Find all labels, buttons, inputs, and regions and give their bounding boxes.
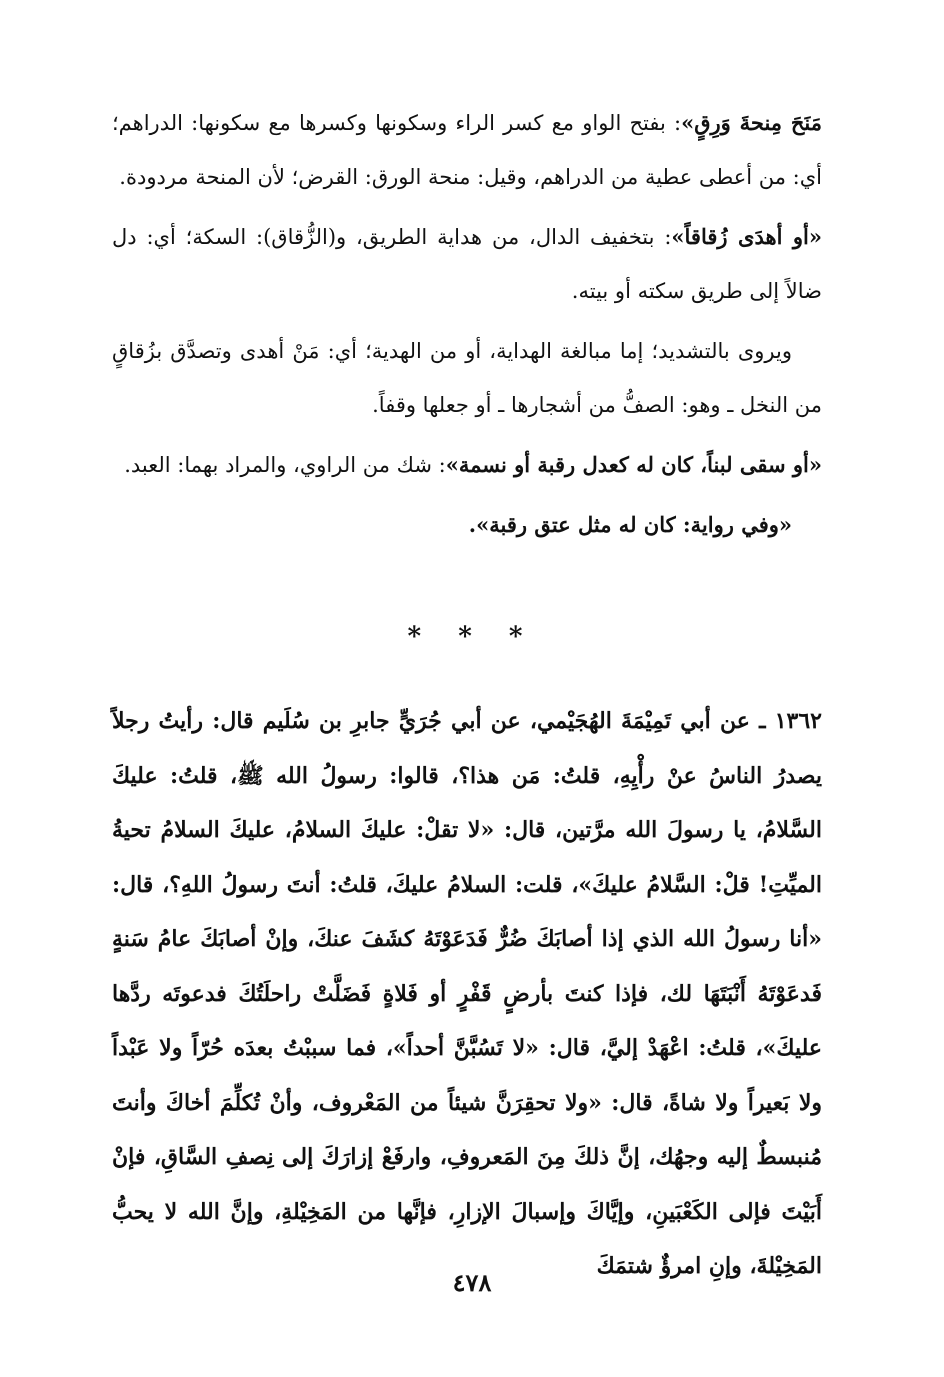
note-lead: «أو سقى لبناً، كان له كعدل رقبة أو نسمة» (445, 452, 822, 477)
note-text: : شك من الراوي، والمراد بهما: العبد. (124, 453, 446, 477)
note-lead: «وفي رواية: كان له مثل عتق رقبة». (468, 512, 792, 537)
note-paragraph (112, 438, 822, 492)
note-paragraph (112, 210, 822, 318)
hadith-paragraph: ١٣٦٢ ـ عن أبي تَمِيْمَةَ الهُجَيْمي، عن أبي جُرَيٍّ جابرِ بن سُلَيم قال: رأيتُ رجلاً يصدرُ الناسُ عنْ رأْيِهِ، قلتُ: مَن هذا؟، قالوا: رسولُ الله ﷺ، قلتُ: عليكَ السَّلامُ، يا رسولَ الله مرَّتين، قال: «لا تقلْ: عليكَ السلامُ، عليكَ السلامُ تحيةُ الميِّتِ! قلْ: السَّلامُ عليكَ»، قلت: السلامُ عليكَ، قلتُ: أنتَ رسولُ اللهِ؟، قال: «أنا رسولُ الله الذي إذا أصابَكَ ضُرٌّ فَدَعَوْتَهُ كشَفَ عنكَ، وإنْ أصابَكَ عامُ سَنةٍ فَدعَوْتَهُ أَنْبَتَهَا لك، فإذا كنتَ بأرضٍ قَفْرٍ أو فَلاةٍ فَضَلَّتْ راحلَتُكَ فدعوتَه ردَّها عليكَ»، قلتُ: اعْهَدْ إليَّ، قال: «لا تَسُبَّنَّ أحداً»، فما سببْتُ بعدَه حُرّاً ولا عَبْداً ولا بَعيراً ولا شاةً، قال: «ولا تحقِرَنَّ شيئاً من المَعْروف، وأنْ تُكلِّمَ أخاكَ وأنتَ مُنبسطٌ إليه وجهُك، إنَّ ذلكَ مِنَ المَعروفِ، وارفَعْ إزارَكَ إلى نِصفِ السَّاقِ، فإنْ أَبَيْتَ فإلى الكَعْبَينِ، وإيَّاكَ وإسبالَ الإزارِ، فإنَّها من المَخِيْلةِ، وإنَّ الله لا يحبُّ المَخِيْلةَ، وإنِ امرؤٌ شتمَكَ (112, 708, 822, 1279)
note-lead: «أو أهدَى زُقاقاً» (671, 224, 822, 249)
note-text: : بتخفيف الدال، من هداية الطريق، و(الزُّقاق): السكة؛ أي: دل ضالاً إلى طريق سكته أو بيته. (112, 225, 822, 303)
note-paragraph (112, 96, 822, 204)
section-separator: * * * (407, 622, 537, 652)
note-text: ويروى بالتشديد؛ إما مبالغة الهداية، أو من الهدية؛ أي: مَنْ أهدى وتصدَّق بزُقاقٍ من النخل ـ وهو: الصفُّ من أشجارها ـ أو جعلها وقفاً. (112, 339, 822, 417)
note-paragraph (112, 324, 822, 432)
note-text: : بفتح الواو مع كسر الراء وسكونها وكسرها مع سكونها: الدراهم؛ أي: من أعطى عطية من الدراهم، وقيل: منحة الورق: القرض؛ لأن المنحة مردودة. (112, 111, 822, 189)
hadith-text (112, 694, 822, 1294)
note-paragraph (112, 498, 822, 552)
note-lead: مَنَحَ مِنحةَ وَرِقٍ» (681, 110, 822, 135)
page-number: ٤٧٨ (452, 1268, 492, 1297)
commentary-notes (112, 96, 822, 558)
